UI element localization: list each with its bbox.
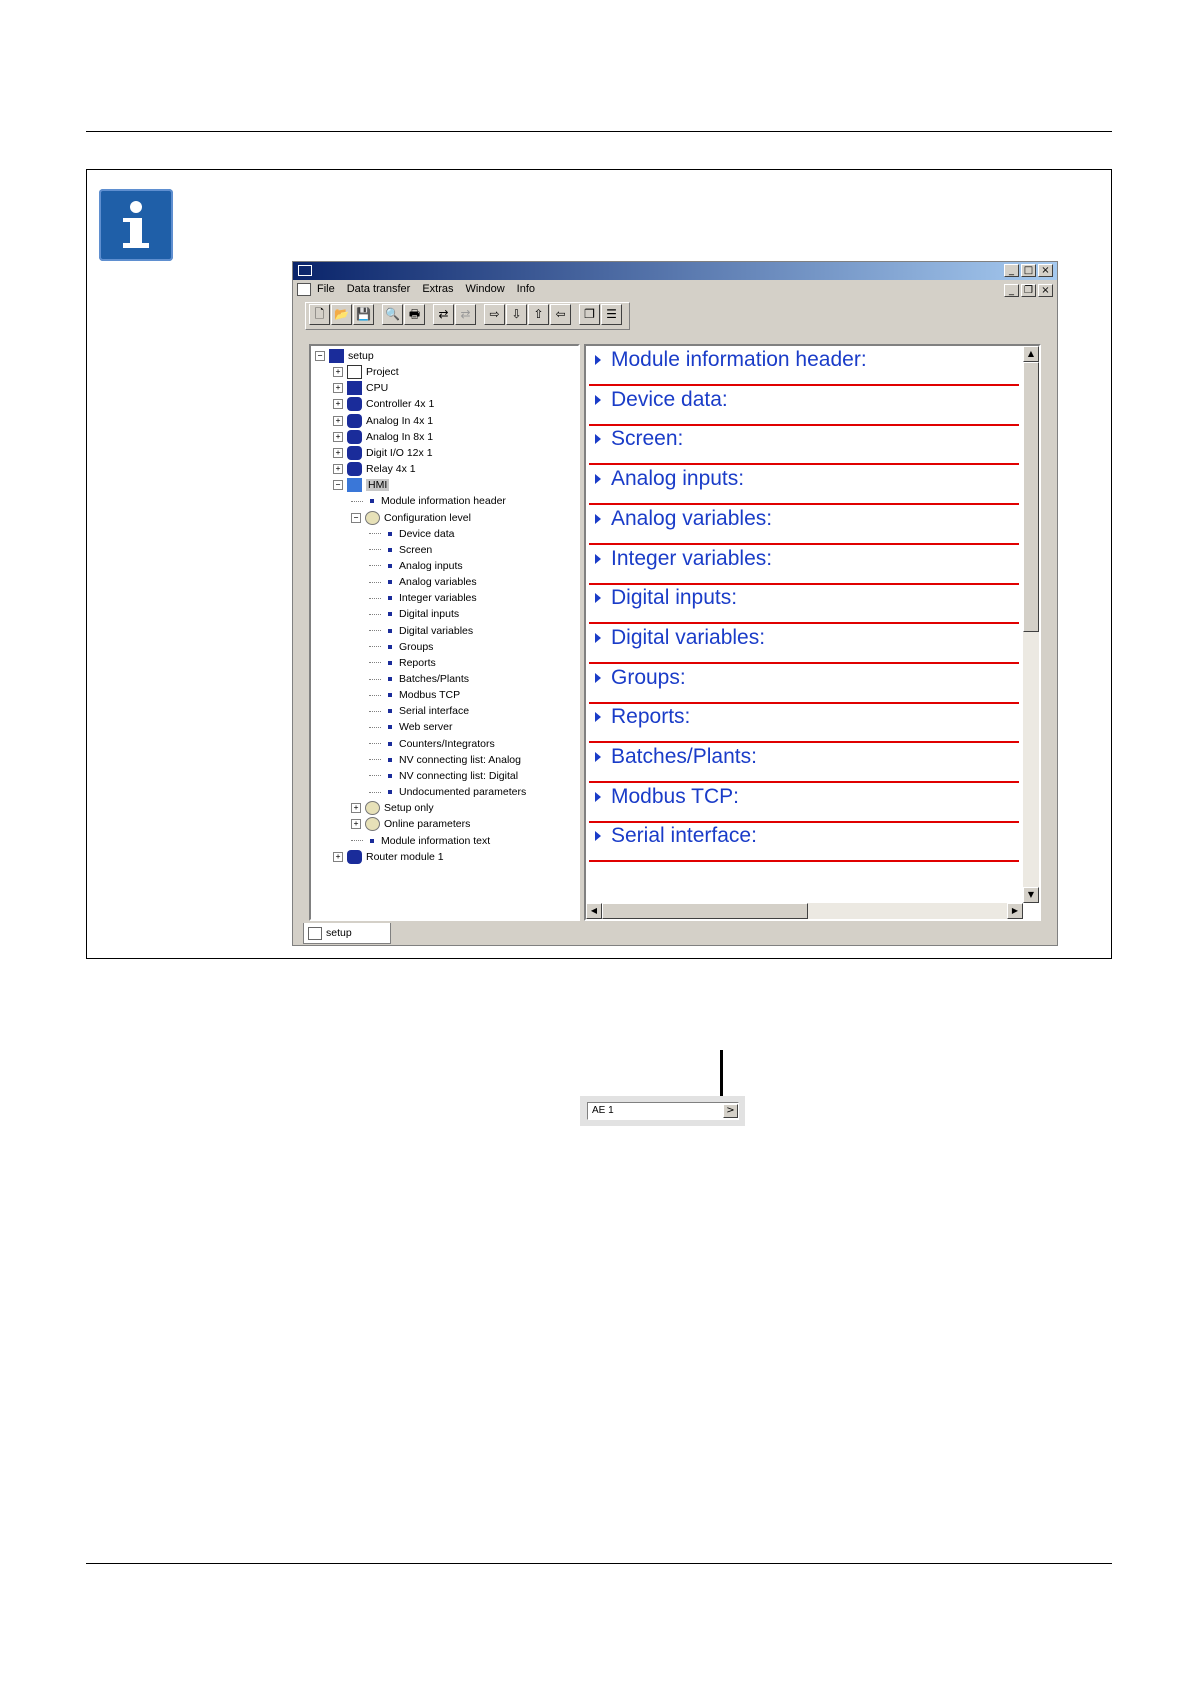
- tree-node-label: Modbus TCP: [399, 689, 461, 702]
- expand-arrow-icon[interactable]: [595, 752, 601, 762]
- tree-view[interactable]: [309, 344, 580, 921]
- save-icon[interactable]: 💾: [353, 304, 374, 325]
- window-controls: [1004, 264, 1053, 277]
- document-icon[interactable]: [297, 283, 311, 296]
- cfg-icon: [365, 511, 380, 525]
- expand-icon[interactable]: +: [351, 803, 361, 813]
- minimize-button[interactable]: _: [1004, 264, 1019, 277]
- bullet-icon: [388, 532, 392, 536]
- doc-minimize-button[interactable]: _: [1004, 284, 1019, 297]
- channel-value: AE 1: [592, 1105, 614, 1116]
- bullet-icon: [388, 645, 392, 649]
- tree-node-label: Groups: [399, 640, 434, 653]
- info-icon: [99, 189, 173, 261]
- expand-icon[interactable]: +: [333, 416, 343, 426]
- section-header[interactable]: [589, 545, 1019, 585]
- menu-info[interactable]: Info: [516, 283, 535, 295]
- tab-label: setup: [326, 927, 352, 939]
- expand-icon[interactable]: +: [333, 383, 343, 393]
- mod-icon: [347, 397, 362, 411]
- section-header[interactable]: [589, 386, 1019, 426]
- expand-arrow-icon[interactable]: [595, 673, 601, 683]
- bullet-icon: [388, 596, 392, 600]
- doc-close-button[interactable]: ×: [1038, 284, 1053, 297]
- tree-node[interactable]: [369, 623, 473, 639]
- tree-connector: [369, 679, 381, 680]
- menu-bar: [293, 281, 1057, 299]
- tree-node-label: Router module 1: [366, 850, 444, 863]
- horizontal-scrollbar[interactable]: [586, 903, 1023, 919]
- bullet-icon: [388, 725, 392, 729]
- tree-node-label: Counters/Integrators: [399, 737, 495, 750]
- title-bar: [293, 262, 1057, 280]
- tree-connector: [369, 792, 381, 793]
- tree-node-label: Device data: [399, 527, 455, 540]
- tree-connector: [351, 840, 363, 841]
- tree-node[interactable]: [369, 639, 433, 655]
- expand-arrow-icon[interactable]: [595, 355, 601, 365]
- tree-connector: [369, 630, 381, 631]
- tree-node-label: Analog variables: [399, 576, 477, 589]
- section-header[interactable]: [589, 664, 1019, 704]
- expand-icon[interactable]: +: [351, 819, 361, 829]
- tree-node-label: Analog In 4x 1: [366, 414, 434, 427]
- section-label: Analog variables:: [611, 506, 773, 530]
- section-header[interactable]: [589, 743, 1019, 783]
- transfer-icon[interactable]: ⇄: [433, 304, 454, 325]
- tree-node-label: CPU: [366, 382, 389, 395]
- import-icon[interactable]: ⇦: [550, 304, 571, 325]
- expand-icon[interactable]: +: [333, 399, 343, 409]
- tree-node-label: Setup only: [384, 802, 434, 815]
- print-preview-icon[interactable]: 🔍: [382, 304, 403, 325]
- bullet-icon: [388, 758, 392, 762]
- bullet-icon: [388, 629, 392, 633]
- tree-node[interactable]: [369, 526, 454, 542]
- section-label: Serial interface:: [611, 824, 757, 848]
- tree-connector: [369, 565, 381, 566]
- section-label: Module information header:: [611, 348, 867, 371]
- download-icon[interactable]: ⇩: [506, 304, 527, 325]
- expand-icon[interactable]: +: [333, 448, 343, 458]
- tree-connector: [351, 501, 363, 502]
- tree-node-label: Project: [366, 366, 399, 379]
- tree-node[interactable]: [333, 477, 389, 493]
- tree-node[interactable]: [369, 655, 436, 671]
- cfg-icon: [365, 817, 380, 831]
- section-header[interactable]: [589, 783, 1019, 823]
- tree-connector: [369, 727, 381, 728]
- section-label: Digital variables:: [611, 625, 766, 649]
- bullet-icon: [388, 677, 392, 681]
- tree-node-label: Analog In 8x 1: [366, 430, 434, 443]
- scroll-left-icon[interactable]: ◀: [586, 903, 602, 919]
- bullet-icon: [370, 499, 374, 503]
- tree-connector: [369, 598, 381, 599]
- section-header[interactable]: [589, 624, 1019, 664]
- tree-node-label: Web server: [399, 721, 453, 734]
- section-label: Screen:: [611, 427, 684, 451]
- cascade-icon[interactable]: ❐: [579, 304, 600, 325]
- tree-node-label: Module information header: [381, 495, 506, 508]
- callout-line: [720, 1050, 723, 1097]
- menu-file[interactable]: File: [317, 283, 335, 295]
- tree-node-label: Digital variables: [399, 624, 474, 637]
- toolbar-group: [579, 304, 622, 328]
- section-header[interactable]: [589, 465, 1019, 505]
- tree-node[interactable]: [369, 768, 518, 784]
- tree-node[interactable]: [369, 542, 432, 558]
- expand-arrow-icon[interactable]: [595, 593, 601, 603]
- tree-node[interactable]: [351, 833, 490, 849]
- tree-node-label: Screen: [399, 543, 433, 556]
- tree-node-label: Batches/Plants: [399, 673, 470, 685]
- tree-node[interactable]: [369, 558, 463, 574]
- section-header[interactable]: [589, 346, 1019, 386]
- tree-node[interactable]: [351, 816, 470, 832]
- bullet-icon: [388, 564, 392, 568]
- tree-node-label: Serial interface: [399, 705, 470, 718]
- tree-connector: [369, 711, 381, 712]
- tree-node-label: Digital inputs: [399, 608, 460, 621]
- section-label: Device data:: [611, 387, 728, 411]
- tree-node[interactable]: [369, 590, 477, 606]
- maximize-button[interactable]: □: [1021, 264, 1036, 277]
- bullet-icon: [388, 612, 392, 616]
- tree-node[interactable]: [333, 380, 388, 396]
- open-icon[interactable]: 📂: [331, 304, 352, 325]
- document-tab-bar: [301, 923, 1051, 945]
- expand-arrow-icon[interactable]: [595, 554, 601, 564]
- upload-icon[interactable]: ⇨: [484, 304, 505, 325]
- doc-restore-button[interactable]: ❐: [1021, 284, 1036, 297]
- horizontal-scroll-thumb[interactable]: [602, 903, 808, 919]
- expand-arrow-icon[interactable]: [595, 712, 601, 722]
- toolbar: [305, 302, 630, 330]
- menu-data-transfer[interactable]: Data transfer: [346, 283, 411, 295]
- bullet-icon: [388, 580, 392, 584]
- menu-window[interactable]: Window: [465, 283, 505, 295]
- tree-node-label: Reports: [399, 656, 436, 669]
- new-icon[interactable]: 🗋: [309, 304, 330, 325]
- tree-node-label: Relay 4x 1: [366, 463, 416, 476]
- cpu-icon: [347, 381, 362, 395]
- tree-node-label: NV connecting list: Analog: [399, 753, 521, 766]
- tree-node[interactable]: [333, 413, 433, 429]
- section-label: Analog inputs:: [611, 467, 745, 491]
- tree-node-label: Module information text: [381, 834, 491, 847]
- mod-icon: [347, 462, 362, 476]
- expand-arrow-icon[interactable]: [595, 395, 601, 405]
- section-header[interactable]: [589, 425, 1019, 465]
- tree-connector: [369, 743, 381, 744]
- mod-icon: [347, 850, 362, 864]
- expand-icon[interactable]: +: [333, 432, 343, 442]
- tree-node[interactable]: [369, 671, 469, 687]
- expand-arrow-icon[interactable]: [595, 514, 601, 524]
- header-rule: [86, 131, 1112, 132]
- tree-node[interactable]: [369, 703, 469, 719]
- tree-node[interactable]: [333, 461, 416, 477]
- tree-node[interactable]: [351, 493, 506, 509]
- tree-node[interactable]: [333, 429, 433, 445]
- tile-icon[interactable]: ☰: [601, 304, 622, 325]
- collapse-icon[interactable]: −: [351, 513, 361, 523]
- mod-icon: [347, 446, 362, 460]
- footer-rule: [86, 1563, 1112, 1564]
- section-header[interactable]: [589, 584, 1019, 624]
- section-header[interactable]: [589, 822, 1019, 862]
- tree-node-label: Undocumented parameters: [399, 786, 527, 799]
- vertical-scroll-thumb[interactable]: [1023, 362, 1039, 632]
- tree-node[interactable]: [333, 364, 399, 380]
- tree-node-label: NV connecting list: Digital: [399, 769, 519, 782]
- tree-connector: [369, 533, 381, 534]
- tree-connector: [369, 549, 381, 550]
- section-label: Integer variables:: [611, 546, 773, 570]
- section-header[interactable]: [589, 703, 1019, 743]
- tree-node[interactable]: [369, 752, 521, 768]
- toolbar-group: [382, 304, 425, 328]
- tree-node-label: setup: [348, 350, 374, 362]
- scroll-up-icon[interactable]: ▲: [1023, 346, 1039, 362]
- tree-node[interactable]: [351, 510, 471, 526]
- tree-node-label: Integer variables: [399, 592, 477, 605]
- hmi-icon: [347, 478, 362, 492]
- document-window-controls: [1004, 284, 1053, 297]
- tree-node[interactable]: [369, 574, 477, 590]
- tree-connector: [369, 662, 381, 663]
- bullet-icon: [370, 839, 374, 843]
- tree-node[interactable]: [369, 736, 495, 752]
- tree-node[interactable]: [369, 687, 460, 703]
- bullet-icon: [388, 709, 392, 713]
- print-icon[interactable]: 🖶: [404, 304, 425, 325]
- browse-button[interactable]: >: [723, 1104, 738, 1118]
- expand-icon[interactable]: +: [333, 367, 343, 377]
- cfg-icon: [365, 801, 380, 815]
- section-label: Reports:: [611, 705, 691, 729]
- proj-icon: [347, 365, 362, 379]
- bullet-icon: [388, 548, 392, 552]
- tree-connector: [369, 646, 381, 647]
- tree-connector: [369, 775, 381, 776]
- close-button[interactable]: ×: [1038, 264, 1053, 277]
- expand-arrow-icon[interactable]: [595, 434, 601, 444]
- tree-node[interactable]: [333, 849, 444, 865]
- expand-icon[interactable]: +: [333, 464, 343, 474]
- app-icon: [298, 265, 312, 276]
- toolbar-group: [433, 304, 476, 328]
- bullet-icon: [388, 790, 392, 794]
- expand-arrow-icon[interactable]: [595, 792, 601, 802]
- tree-node[interactable]: [315, 348, 374, 364]
- transfer-disabled-icon[interactable]: ⇄: [455, 304, 476, 325]
- tree-node-label: Controller 4x 1: [366, 398, 435, 411]
- mod-icon: [347, 430, 362, 444]
- tree-connector: [369, 582, 381, 583]
- tree-connector: [369, 614, 381, 615]
- toolbar-group: [309, 304, 374, 328]
- selection-field-widget: [580, 1096, 745, 1126]
- parameter-panel: [584, 344, 1041, 921]
- expand-icon[interactable]: +: [333, 852, 343, 862]
- section-label: Groups:: [611, 665, 686, 689]
- scroll-down-icon[interactable]: ▼: [1023, 887, 1039, 903]
- channel-field[interactable]: [587, 1102, 739, 1120]
- tree-node[interactable]: [351, 800, 434, 816]
- toolbar-group: [484, 304, 571, 328]
- section-label: Digital inputs:: [611, 586, 738, 610]
- tab-setup[interactable]: [303, 923, 391, 944]
- bullet-icon: [388, 661, 392, 665]
- export-icon[interactable]: ⇧: [528, 304, 549, 325]
- tree-node[interactable]: [369, 606, 459, 622]
- bullet-icon: [388, 742, 392, 746]
- tree-node-label: Configuration level: [384, 511, 471, 524]
- tree-connector: [369, 695, 381, 696]
- tree-node[interactable]: [369, 719, 453, 735]
- document-icon: [308, 927, 322, 940]
- vertical-scrollbar[interactable]: [1023, 346, 1039, 903]
- section-header[interactable]: [589, 505, 1019, 545]
- expand-arrow-icon[interactable]: [595, 474, 601, 484]
- expand-arrow-icon[interactable]: [595, 831, 601, 841]
- section-label: Modbus TCP:: [611, 784, 739, 808]
- bullet-icon: [388, 693, 392, 697]
- mod-icon: [347, 414, 362, 428]
- scroll-right-icon[interactable]: ▶: [1007, 903, 1023, 919]
- tree-node-label: Analog inputs: [399, 559, 463, 572]
- expand-arrow-icon[interactable]: [595, 633, 601, 643]
- tree-connector: [369, 759, 381, 760]
- cpu-icon: [329, 349, 344, 363]
- menu-extras[interactable]: Extras: [422, 283, 454, 295]
- tree-node-label: Digit I/O 12x 1: [366, 446, 433, 459]
- tree-node-label: HMI: [368, 479, 388, 492]
- app-window: [292, 261, 1058, 946]
- collapse-icon[interactable]: −: [315, 351, 325, 361]
- tree-node[interactable]: [369, 784, 526, 800]
- section-label: Batches/Plants:: [611, 745, 757, 768]
- tree-node-label: Online parameters: [384, 818, 471, 831]
- bullet-icon: [388, 774, 392, 778]
- tree-node[interactable]: [333, 445, 433, 461]
- tree-node[interactable]: [333, 396, 434, 412]
- collapse-icon[interactable]: −: [333, 480, 343, 490]
